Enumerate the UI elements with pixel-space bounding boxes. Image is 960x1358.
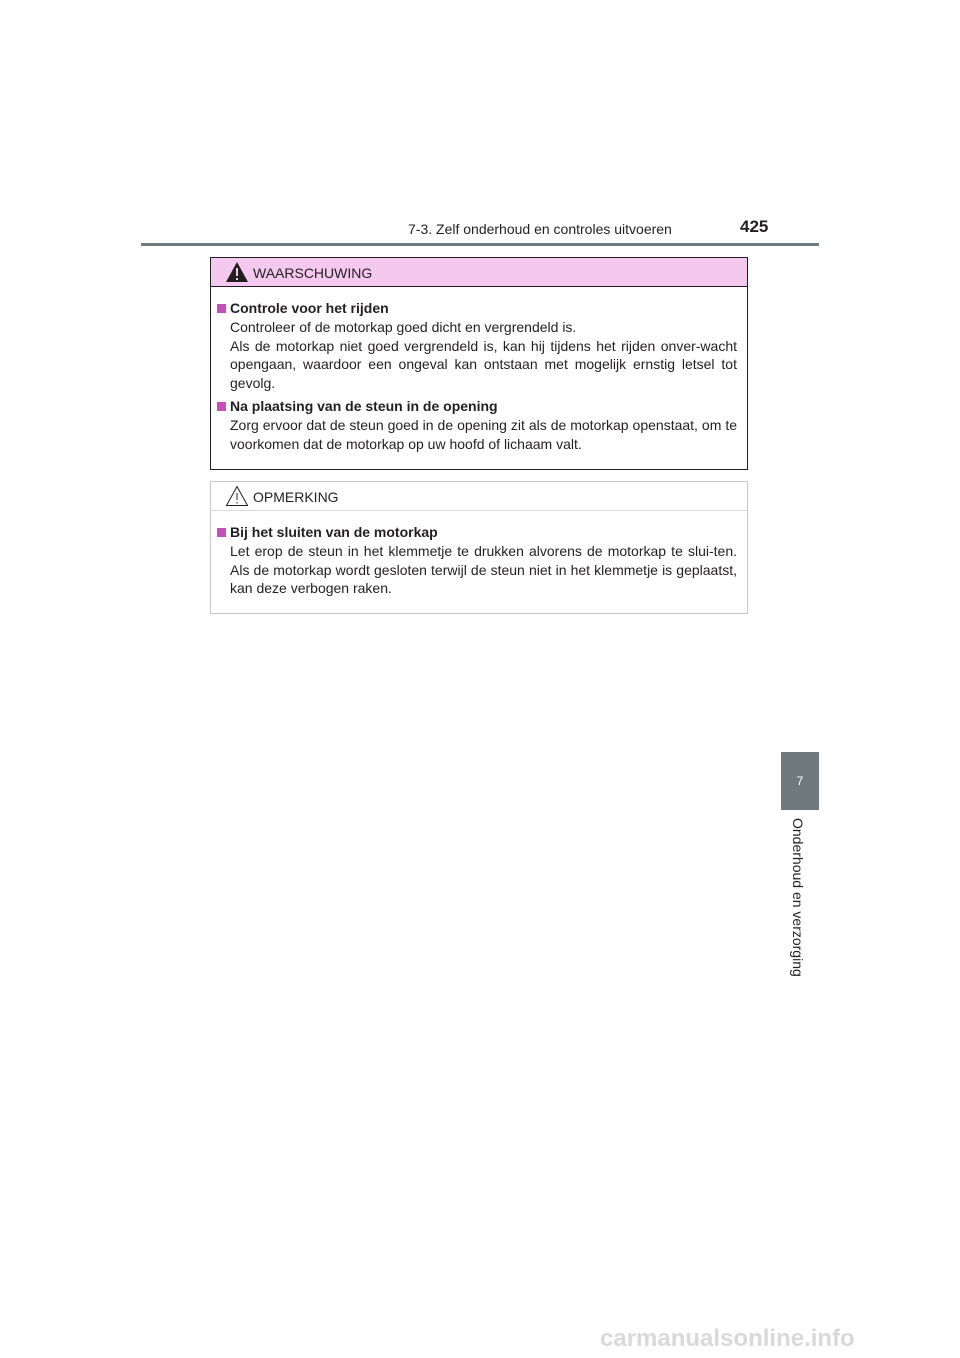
square-bullet-icon [217,402,226,411]
warning-item-text: Als de motorkap niet goed vergrendeld is, kan hij tijdens het rijden onver-wacht opengaan, waardoor een ongeval kan ontstaan met mogelijk ernstig letsel tot gevolg. [230,337,737,391]
notice-label: OPMERKING [253,489,339,505]
warning-box [210,257,748,470]
notice-header [211,482,747,511]
side-tab-number: 7 [781,752,819,810]
side-tab-label: Onderhoud en verzorging [790,818,806,977]
notice-body [211,511,747,598]
notice-item-title-row [217,523,737,542]
square-bullet-icon [217,528,226,537]
warning-item-title-row [217,299,737,318]
warning-label: WAARSCHUWING [253,265,373,281]
header-title: 7-3. Zelf onderhoud en controles uitvoeren [408,221,672,237]
warning-body [211,287,747,453]
notice-item-text: Let erop de steun in het klemmetje te drukken alvorens de motorkap te slui-ten. Als de motorkap wordt gesloten terwijl de steun niet in het klemmetje is geplaatst, kan deze verbogen raken. [230,543,737,596]
warning-item-title-row [217,397,737,416]
warning-item-text: Controleer of de motorkap goed dicht en vergrendeld is. [230,319,577,335]
warning-item-text: Zorg ervoor dat de steun goed in de opening zit als de motorkap openstaat, om te voorkomen dat de motorkap op uw hoofd of lichaam valt. [230,417,737,452]
page-number: 425 [740,217,769,236]
caution-triangle-icon [225,485,249,507]
square-bullet-icon [217,304,226,313]
warning-item [217,397,737,453]
warning-item-title: Na plaatsing van de steun in de opening [230,398,498,414]
warning-item [217,299,737,392]
warning-header [211,258,747,287]
header-rule [141,243,819,246]
watermark: carmanualsonline.info [600,1325,855,1352]
warning-item-title: Controle voor het rijden [230,300,389,316]
warning-triangle-icon [225,261,249,283]
notice-item [217,523,737,598]
notice-item-title: Bij het sluiten van de motorkap [230,524,438,540]
notice-box [210,481,748,614]
